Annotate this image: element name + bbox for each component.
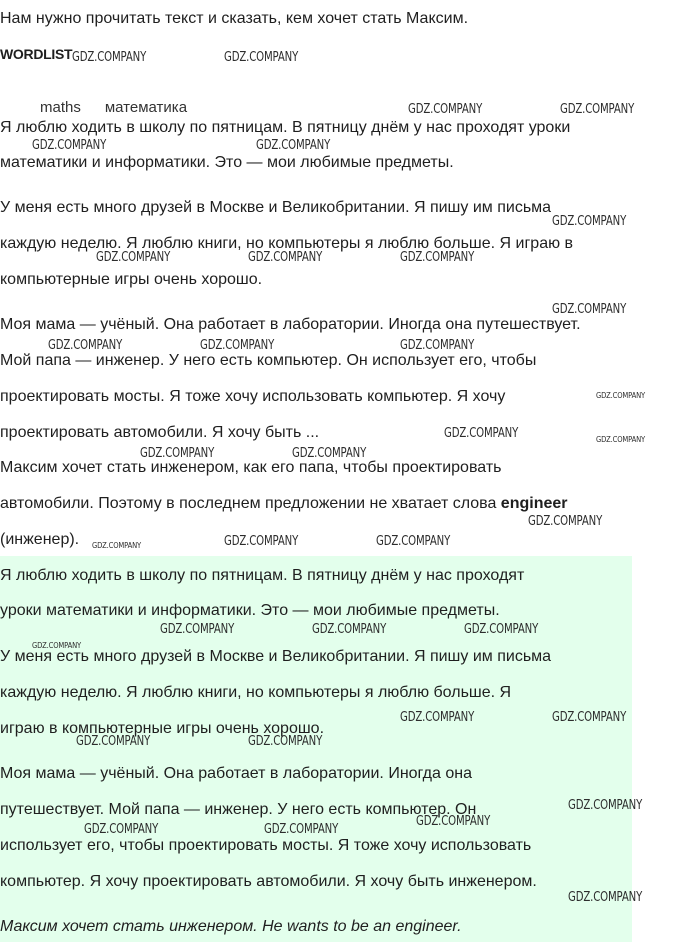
wordlist-word: maths (40, 99, 81, 116)
watermark: GDZ.COMPANY (444, 426, 519, 441)
watermark: GDZ.COMPANY (568, 798, 643, 813)
text-line: проектировать автомобили. Я хочу быть ... (0, 424, 320, 441)
text-line: математики и информатики. Это — мои любимые предметы. (0, 154, 454, 171)
explanation-line (0, 494, 567, 514)
watermark: GDZ.COMPANY (596, 391, 645, 400)
watermark: GDZ.COMPANY (568, 890, 643, 905)
watermark: GDZ.COMPANY (312, 622, 387, 637)
watermark: GDZ.COMPANY (72, 50, 147, 65)
watermark: GDZ.COMPANY (224, 534, 299, 549)
watermark: GDZ.COMPANY (400, 338, 475, 353)
wordlist-heading: WORDLIST (0, 46, 73, 62)
watermark: GDZ.COMPANY (32, 641, 81, 650)
answer-line: У меня есть много друзей в Москве и Великобритании. Я пишу им письма (0, 648, 552, 665)
text-line: проектировать мосты. Я тоже хочу использовать компьютер. Я хочу (0, 388, 506, 405)
watermark: GDZ.COMPANY (160, 622, 235, 637)
watermark: GDZ.COMPANY (264, 822, 339, 837)
watermark: GDZ.COMPANY (416, 814, 491, 829)
watermark: GDZ.COMPANY (560, 102, 635, 117)
watermark: GDZ.COMPANY (84, 822, 159, 837)
watermark: GDZ.COMPANY (48, 338, 123, 353)
text-line: Я люблю ходить в школу по пятницам. В пятницу днём у нас проходят уроки (0, 119, 571, 136)
answer-word: engineer (500, 495, 568, 512)
explanation-line: Максим хочет стать инженером, как его папа, чтобы проектировать (0, 459, 502, 476)
answer-line: компьютер. Я хочу проектировать автомобили. Я хочу быть инженером. (0, 873, 537, 890)
watermark: GDZ.COMPANY (248, 734, 323, 749)
watermark: GDZ.COMPANY (96, 250, 171, 265)
watermark: GDZ.COMPANY (400, 250, 475, 265)
watermark: GDZ.COMPANY (224, 50, 299, 65)
watermark: GDZ.COMPANY (92, 541, 141, 550)
watermark: GDZ.COMPANY (376, 534, 451, 549)
watermark: GDZ.COMPANY (528, 514, 603, 529)
watermark: GDZ.COMPANY (464, 622, 539, 637)
answer-line: уроки математики и информатики. Это — мои любимые предметы. (0, 602, 500, 619)
text-line: каждую неделю. Я люблю книги, но компьютеры я люблю больше. Я играю в (0, 235, 574, 252)
wordlist-translation: математика (104, 99, 188, 116)
text-line: У меня есть много друзей в Москве и Великобритании. Я пишу им письма (0, 199, 552, 216)
watermark: GDZ.COMPANY (292, 446, 367, 461)
answer-line: играю в компьютерные игры очень хорошо. (0, 720, 325, 737)
watermark: GDZ.COMPANY (596, 435, 645, 444)
watermark: GDZ.COMPANY (256, 138, 331, 153)
watermark: GDZ.COMPANY (140, 446, 215, 461)
watermark: GDZ.COMPANY (200, 338, 275, 353)
watermark: GDZ.COMPANY (552, 710, 627, 725)
wordlist-entry (40, 99, 188, 116)
explanation-line: (инженер). (0, 531, 80, 548)
answer-line: Моя мама — учёный. Она работает в лаборатории. Иногда она (0, 765, 472, 782)
answer-line: Я люблю ходить в школу по пятницам. В пятницу днём у нас проходят (0, 567, 525, 584)
text-line: Моя мама — учёный. Она работает в лаборатории. Иногда она путешествует. (0, 316, 581, 333)
watermark: GDZ.COMPANY (552, 302, 627, 317)
answer-line: каждую неделю. Я люблю книги, но компьютеры я люблю больше. Я (0, 684, 512, 701)
watermark: GDZ.COMPANY (552, 214, 627, 229)
intro-text: Нам нужно прочитать текст и сказать, кем хочет стать Максим. (0, 10, 469, 27)
final-answer: Максим хочет стать инженером. He wants to be an engineer. (0, 918, 462, 935)
answer-line: путешествует. Мой папа — инженер. У него есть компьютер. Он (0, 801, 477, 818)
watermark: GDZ.COMPANY (248, 250, 323, 265)
watermark: GDZ.COMPANY (32, 138, 107, 153)
watermark: GDZ.COMPANY (76, 734, 151, 749)
watermark: GDZ.COMPANY (408, 102, 483, 117)
text-line: Мой папа — инженер. У него есть компьютер. Он использует его, чтобы (0, 352, 537, 369)
explanation-text: автомобили. Поэтому в последнем предложении не хватает слова (0, 495, 501, 512)
answer-line: использует его, чтобы проектировать мосты. Я тоже хочу использовать (0, 837, 532, 854)
watermark: GDZ.COMPANY (400, 710, 475, 725)
text-line: компьютерные игры очень хорошо. (0, 271, 263, 288)
